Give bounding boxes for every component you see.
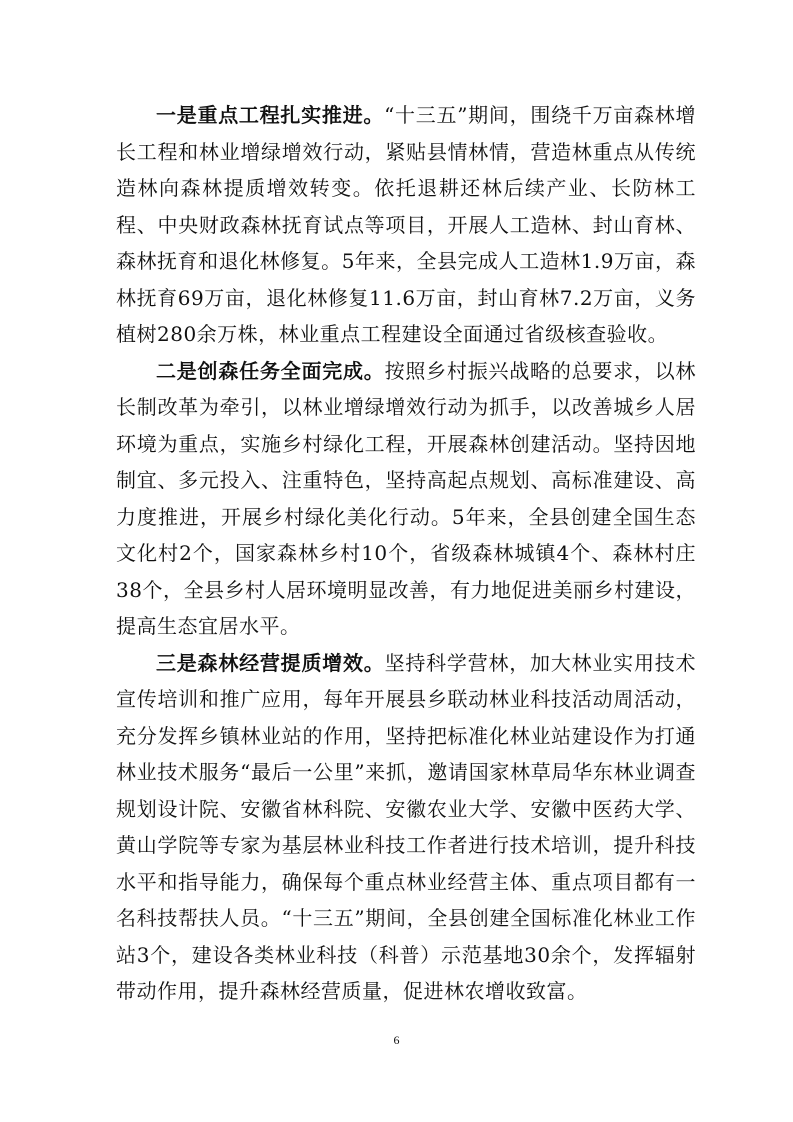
paragraph-body: 按照乡村振兴战略的总要求，以林长制改革为牵引，以林业增绿增效行动为抓手，以改善城乡人居环境为重点，实施乡村绿化工程，开展森林创建活动。坚持因地制宜、多元投入、注重特色，坚持高起点规划、高标准建设、高力度推进，开展乡村绿化美化行动。5年来，全县创建全国生态文化村2个，国家森林乡村10个，省级森林城镇4个、森林村庄38个，全县乡村人居环境明显改善，有力地促进美丽乡村建设，提高生态宜居水平。 (116, 358, 697, 638)
page-number: 6 (393, 1033, 400, 1047)
paragraph-key-projects (116, 97, 696, 353)
body-text (116, 97, 696, 1010)
paragraph-body: 坚持科学营林，加大林业实用技术宣传培训和推广应用，每年开展县乡联动林业科技活动周活动，充分发挥乡镇林业站的作用，坚持把标准化林业站建设作为打通林业技术服务“最后一公里”来抓，邀请国家林草局华东林业调查规划设计院、安徽省林科院、安徽农业大学、安徽中医药大学、黄山学院等专家为基层林业科技工作者进行技术培训，提升科技水平和指导能力，确保每个重点林业经营主体、重点项目都有一名科技帮扶人员。“十三五”期间，全县创建全国标准化林业工作站3个，建设各类林业科技（科普）示范基地30余个，发挥辐射带动作用，提升森林经营质量，促进林农增收致富。 (116, 650, 697, 1003)
paragraph-lead-heading: 一是重点工程扎实推进。 (156, 103, 385, 127)
paragraph-lead-heading: 三是森林经营提质增效。 (156, 650, 385, 675)
paragraph-body: “十三五”期间，围绕千万亩森林增长工程和林业增绿增效行动，紧贴县情林情，营造林重点从传统造林向森林提质增效转变。依托退耕还林后续产业、长防林工程、中央财政森林抚育试点等项目，开展人工造林、封山育林、森林抚育和退化林修复。5年来，全县完成人工造林1.9万亩，森林抚育69万亩，退化林修复11.6万亩，封山育林7.2万亩，义务植树280余万株，林业重点工程建设全面通过省级核查验收。 (116, 103, 697, 346)
paragraph-lead-heading: 二是创森任务全面完成。 (156, 358, 385, 383)
paragraph-forest-creation (116, 353, 696, 645)
paragraph-forest-management (116, 645, 696, 1010)
